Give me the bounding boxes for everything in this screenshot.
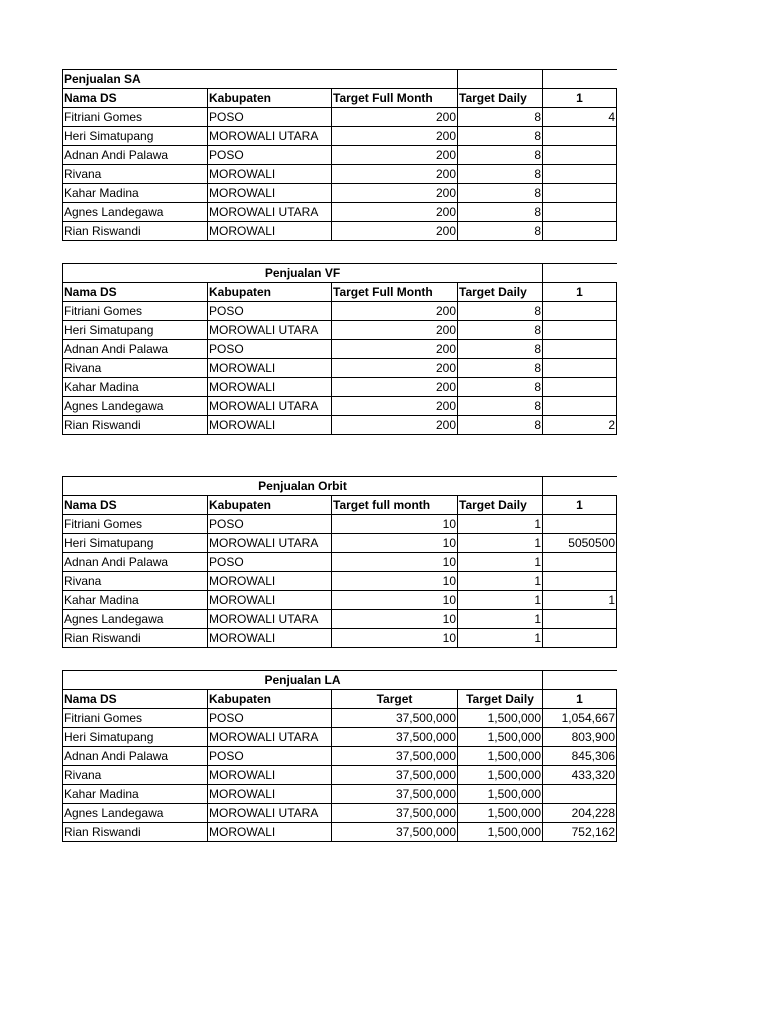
cell-target[interactable]: 37,500,000: [332, 766, 458, 785]
table-row: [63, 222, 617, 241]
cell-nama-ds[interactable]: Kahar Madina: [63, 785, 208, 804]
cell-target[interactable]: 37,500,000: [332, 804, 458, 823]
table-row: [63, 302, 617, 321]
cell-target[interactable]: 37,500,000: [332, 728, 458, 747]
cell-day-1[interactable]: 1: [543, 591, 617, 610]
cell-target-daily[interactable]: 8: [458, 222, 543, 241]
cell-kabupaten[interactable]: MOROWALI: [208, 591, 332, 610]
cell-day-1[interactable]: 2: [543, 416, 617, 435]
cell-day-1[interactable]: [543, 610, 617, 629]
cell-target-daily[interactable]: 1: [458, 572, 543, 591]
table-row: [63, 359, 617, 378]
cell-kabupaten[interactable]: MOROWALI UTARA: [208, 203, 332, 222]
cell-target[interactable]: 37,500,000: [332, 785, 458, 804]
cell-target-daily[interactable]: 8: [458, 378, 543, 397]
header-kabupaten[interactable]: Kabupaten: [208, 89, 332, 108]
cell-kabupaten[interactable]: MOROWALI: [208, 165, 332, 184]
table-row: [63, 572, 617, 591]
header-target-full-month[interactable]: Target full month: [332, 496, 458, 515]
cell-day-1[interactable]: [543, 146, 617, 165]
cell-day-1[interactable]: [543, 359, 617, 378]
cell-target-daily[interactable]: 1: [458, 534, 543, 553]
table-row: [63, 397, 617, 416]
cell-target-daily[interactable]: 1,500,000: [458, 766, 543, 785]
cell-target-daily[interactable]: 8: [458, 416, 543, 435]
table-row: [63, 203, 617, 222]
cell-kabupaten[interactable]: POSO: [208, 302, 332, 321]
cell-nama-ds[interactable]: Agnes Landegawa: [63, 397, 208, 416]
cell-day-1[interactable]: [543, 340, 617, 359]
cell-target-daily[interactable]: 1,500,000: [458, 747, 543, 766]
cell-nama-ds[interactable]: Adnan Andi Palawa: [63, 146, 208, 165]
cell-day-1[interactable]: 4: [543, 108, 617, 127]
table-row: [63, 591, 617, 610]
cell-nama-ds[interactable]: Rivana: [63, 766, 208, 785]
cell-target-daily[interactable]: 1: [458, 629, 543, 648]
table-title: Penjualan SA: [63, 70, 458, 89]
cell-kabupaten[interactable]: MOROWALI: [208, 823, 332, 842]
table-row: [63, 804, 617, 823]
cell-kabupaten[interactable]: POSO: [208, 553, 332, 572]
cell-day-1[interactable]: [543, 321, 617, 340]
cell-kabupaten[interactable]: MOROWALI: [208, 359, 332, 378]
cell-target-daily[interactable]: 8: [458, 203, 543, 222]
cell-target-full[interactable]: 200: [332, 203, 458, 222]
cell-nama-ds[interactable]: Heri Simatupang: [63, 127, 208, 146]
cell-day-1[interactable]: [543, 397, 617, 416]
table-penjualan-vf: [62, 263, 617, 435]
cell-nama-ds[interactable]: Rivana: [63, 572, 208, 591]
header-nama-ds[interactable]: Nama DS: [63, 89, 208, 108]
header-target-daily[interactable]: Target Daily: [458, 89, 543, 108]
cell[interactable]: [543, 70, 617, 89]
header-target[interactable]: Target: [332, 690, 458, 709]
table-header-row: [63, 690, 617, 709]
cell-target-daily[interactable]: 1,500,000: [458, 804, 543, 823]
header-nama-ds[interactable]: Nama DS: [63, 496, 208, 515]
cell-kabupaten[interactable]: POSO: [208, 108, 332, 127]
cell-target-daily[interactable]: 1: [458, 610, 543, 629]
cell-day-1[interactable]: 752,162: [543, 823, 617, 842]
header-kabupaten[interactable]: Kabupaten: [208, 690, 332, 709]
cell-target-full[interactable]: 200: [332, 359, 458, 378]
cell-target-full[interactable]: 200: [332, 416, 458, 435]
cell-target-full[interactable]: 200: [332, 146, 458, 165]
header-kabupaten[interactable]: Kabupaten: [208, 283, 332, 302]
cell-target[interactable]: 37,500,000: [332, 709, 458, 728]
cell-nama-ds[interactable]: Heri Simatupang: [63, 321, 208, 340]
cell-target-full[interactable]: 200: [332, 165, 458, 184]
table-row: [63, 766, 617, 785]
table-row: [63, 146, 617, 165]
cell-nama-ds[interactable]: Heri Simatupang: [63, 534, 208, 553]
cell-day-1[interactable]: [543, 629, 617, 648]
table-row: [63, 127, 617, 146]
table-row: [63, 534, 617, 553]
cell-target-full[interactable]: 10: [332, 534, 458, 553]
cell-kabupaten[interactable]: MOROWALI: [208, 766, 332, 785]
table-penjualan-la: [62, 670, 617, 842]
cell-kabupaten[interactable]: MOROWALI UTARA: [208, 397, 332, 416]
cell-target[interactable]: 37,500,000: [332, 823, 458, 842]
table-row: [63, 165, 617, 184]
cell-target-daily[interactable]: 1,500,000: [458, 709, 543, 728]
cell-nama-ds[interactable]: Agnes Landegawa: [63, 610, 208, 629]
table-row: [63, 728, 617, 747]
table-row: [63, 515, 617, 534]
cell-nama-ds[interactable]: Rian Riswandi: [63, 823, 208, 842]
cell-target-full[interactable]: 10: [332, 629, 458, 648]
cell-target-full[interactable]: 10: [332, 572, 458, 591]
table-title: Penjualan Orbit: [63, 477, 543, 496]
cell-target-full[interactable]: 200: [332, 378, 458, 397]
cell-nama-ds[interactable]: Kahar Madina: [63, 184, 208, 203]
cell-target-full[interactable]: 10: [332, 515, 458, 534]
header-day-1[interactable]: 1: [543, 283, 617, 302]
cell-kabupaten[interactable]: MOROWALI: [208, 378, 332, 397]
table-header-row: [63, 89, 617, 108]
table-row: [63, 340, 617, 359]
cell-day-1[interactable]: [543, 572, 617, 591]
table-penjualan-orbit: [62, 476, 617, 648]
cell-nama-ds[interactable]: Adnan Andi Palawa: [63, 340, 208, 359]
cell-kabupaten[interactable]: MOROWALI: [208, 572, 332, 591]
cell-day-1[interactable]: 803,900: [543, 728, 617, 747]
header-kabupaten[interactable]: Kabupaten: [208, 496, 332, 515]
table-title-row: [63, 70, 617, 89]
cell-nama-ds[interactable]: Heri Simatupang: [63, 728, 208, 747]
cell-target-daily[interactable]: 1,500,000: [458, 785, 543, 804]
cell-kabupaten[interactable]: MOROWALI: [208, 222, 332, 241]
cell-target-full[interactable]: 200: [332, 222, 458, 241]
header-nama-ds[interactable]: Nama DS: [63, 690, 208, 709]
table-penjualan-sa: [62, 69, 617, 241]
cell-day-1[interactable]: 845,306: [543, 747, 617, 766]
cell-nama-ds[interactable]: Fitriani Gomes: [63, 515, 208, 534]
cell[interactable]: [458, 70, 543, 89]
cell-nama-ds[interactable]: Adnan Andi Palawa: [63, 747, 208, 766]
cell-day-1[interactable]: [543, 203, 617, 222]
table-header-row: [63, 283, 617, 302]
cell-target-daily[interactable]: 8: [458, 165, 543, 184]
table-row: [63, 709, 617, 728]
cell-target-daily[interactable]: 1: [458, 515, 543, 534]
cell-day-1[interactable]: 433,320: [543, 766, 617, 785]
cell-kabupaten[interactable]: MOROWALI: [208, 416, 332, 435]
table-header-row: [63, 496, 617, 515]
header-target-daily[interactable]: Target Daily: [458, 496, 543, 515]
cell-kabupaten[interactable]: POSO: [208, 709, 332, 728]
cell-kabupaten[interactable]: MOROWALI UTARA: [208, 127, 332, 146]
table-row: [63, 610, 617, 629]
cell-day-1[interactable]: [543, 165, 617, 184]
header-nama-ds[interactable]: Nama DS: [63, 283, 208, 302]
cell-nama-ds[interactable]: Fitriani Gomes: [63, 108, 208, 127]
table-row: [63, 747, 617, 766]
cell-target-daily[interactable]: 1: [458, 553, 543, 572]
cell-day-1[interactable]: 5050500: [543, 534, 617, 553]
header-day-1[interactable]: 1: [543, 89, 617, 108]
cell-day-1[interactable]: [543, 127, 617, 146]
cell-day-1[interactable]: [543, 184, 617, 203]
table-row: [63, 378, 617, 397]
cell-target-daily[interactable]: 8: [458, 184, 543, 203]
cell-day-1[interactable]: [543, 378, 617, 397]
cell-target-full[interactable]: 200: [332, 340, 458, 359]
table-row: [63, 184, 617, 203]
cell-target-full[interactable]: 200: [332, 108, 458, 127]
cell-day-1[interactable]: [543, 302, 617, 321]
cell-nama-ds[interactable]: Adnan Andi Palawa: [63, 553, 208, 572]
table-row: [63, 108, 617, 127]
cell-target-full[interactable]: 200: [332, 397, 458, 416]
cell-nama-ds[interactable]: Fitriani Gomes: [63, 302, 208, 321]
cell-nama-ds[interactable]: Agnes Landegawa: [63, 804, 208, 823]
cell-day-1[interactable]: 1,054,667: [543, 709, 617, 728]
cell-kabupaten[interactable]: MOROWALI UTARA: [208, 728, 332, 747]
cell-target-daily[interactable]: 1,500,000: [458, 728, 543, 747]
cell-target-daily[interactable]: 8: [458, 302, 543, 321]
cell-target-full[interactable]: 200: [332, 321, 458, 340]
cell-target-full[interactable]: 10: [332, 610, 458, 629]
cell-kabupaten[interactable]: MOROWALI UTARA: [208, 321, 332, 340]
table-row: [63, 553, 617, 572]
table-row: [63, 416, 617, 435]
header-day-1[interactable]: 1: [543, 690, 617, 709]
cell[interactable]: [543, 671, 617, 690]
table-row: [63, 629, 617, 648]
cell-target-full[interactable]: 10: [332, 553, 458, 572]
cell-target-full[interactable]: 200: [332, 127, 458, 146]
header-day-1[interactable]: 1: [543, 496, 617, 515]
cell-target-full[interactable]: 200: [332, 302, 458, 321]
cell-kabupaten[interactable]: MOROWALI: [208, 629, 332, 648]
cell-kabupaten[interactable]: MOROWALI: [208, 785, 332, 804]
cell-day-1[interactable]: 204,228: [543, 804, 617, 823]
cell-nama-ds[interactable]: Kahar Madina: [63, 591, 208, 610]
cell-target-daily[interactable]: 8: [458, 359, 543, 378]
cell-kabupaten[interactable]: POSO: [208, 146, 332, 165]
header-target-full-month[interactable]: Target Full Month: [332, 89, 458, 108]
table-title: Penjualan LA: [63, 671, 543, 690]
cell-day-1[interactable]: [543, 515, 617, 534]
cell-day-1[interactable]: [543, 222, 617, 241]
header-target-daily[interactable]: Target Daily: [458, 690, 543, 709]
cell-target-full[interactable]: 10: [332, 591, 458, 610]
table-title-row: [63, 477, 617, 496]
cell-nama-ds[interactable]: Kahar Madina: [63, 378, 208, 397]
table-row: [63, 321, 617, 340]
cell-target-daily[interactable]: 8: [458, 397, 543, 416]
table-row: [63, 823, 617, 842]
cell-kabupaten[interactable]: POSO: [208, 515, 332, 534]
cell-target-daily[interactable]: 8: [458, 146, 543, 165]
cell-nama-ds[interactable]: Rian Riswandi: [63, 416, 208, 435]
cell-target-daily[interactable]: 8: [458, 321, 543, 340]
cell-nama-ds[interactable]: Rian Riswandi: [63, 222, 208, 241]
cell-kabupaten[interactable]: POSO: [208, 747, 332, 766]
cell-target-daily[interactable]: 8: [458, 108, 543, 127]
table-row: [63, 785, 617, 804]
cell[interactable]: [543, 477, 617, 496]
cell-day-1[interactable]: [543, 553, 617, 572]
cell-kabupaten[interactable]: MOROWALI: [208, 184, 332, 203]
header-target-full-month[interactable]: Target Full Month: [332, 283, 458, 302]
table-title: Penjualan VF: [63, 264, 543, 283]
cell-kabupaten[interactable]: MOROWALI UTARA: [208, 534, 332, 553]
cell-kabupaten[interactable]: MOROWALI UTARA: [208, 610, 332, 629]
cell[interactable]: [543, 264, 617, 283]
cell-target-full[interactable]: 200: [332, 184, 458, 203]
cell-target-daily[interactable]: 1,500,000: [458, 823, 543, 842]
cell-target[interactable]: 37,500,000: [332, 747, 458, 766]
cell-nama-ds[interactable]: Rivana: [63, 359, 208, 378]
table-title-row: [63, 264, 617, 283]
cell-nama-ds[interactable]: Fitriani Gomes: [63, 709, 208, 728]
table-title-row: [63, 671, 617, 690]
cell-day-1[interactable]: [543, 785, 617, 804]
cell-target-daily[interactable]: 8: [458, 340, 543, 359]
cell-kabupaten[interactable]: POSO: [208, 340, 332, 359]
cell-target-daily[interactable]: 8: [458, 127, 543, 146]
cell-nama-ds[interactable]: Rivana: [63, 165, 208, 184]
header-target-daily[interactable]: Target Daily: [458, 283, 543, 302]
cell-kabupaten[interactable]: MOROWALI UTARA: [208, 804, 332, 823]
cell-target-daily[interactable]: 1: [458, 591, 543, 610]
cell-nama-ds[interactable]: Rian Riswandi: [63, 629, 208, 648]
cell-nama-ds[interactable]: Agnes Landegawa: [63, 203, 208, 222]
